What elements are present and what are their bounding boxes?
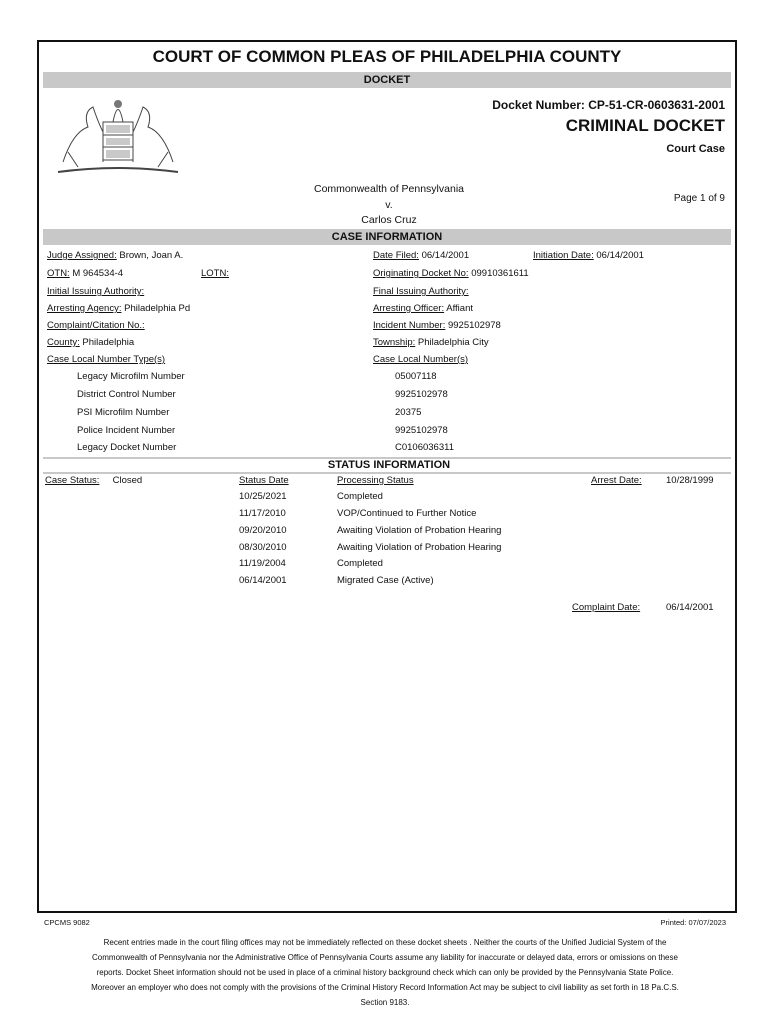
local-number-1: 9925102978 bbox=[395, 389, 448, 400]
local-type-0: Legacy Microfilm Number bbox=[77, 371, 185, 382]
final-issuing-authority: Final Issuing Authority: bbox=[373, 286, 469, 297]
printed-date: Printed: 07/07/2023 bbox=[660, 918, 726, 927]
complaint-citation: Complaint/Citation No.: bbox=[47, 320, 145, 331]
local-number-2: 20375 bbox=[395, 407, 422, 418]
complaint-date-label: Complaint Date: bbox=[572, 602, 641, 613]
originating-docket: Originating Docket No: 09910361611 bbox=[373, 268, 529, 279]
court-title: COURT OF COMMON PLEAS OF PHILADELPHIA COUNTY bbox=[152, 47, 622, 66]
status-row-5-date: 06/14/2001 bbox=[239, 575, 287, 586]
status-row-2-date: 09/20/2010 bbox=[239, 525, 287, 536]
case-local-type-header: Case Local Number Type(s) bbox=[47, 354, 166, 365]
defendant: Carlos Cruz bbox=[361, 214, 417, 226]
initial-issuing-authority: Initial Issuing Authority: bbox=[47, 286, 145, 297]
arresting-agency: Arresting Agency: Philadelphia Pd bbox=[47, 303, 191, 314]
status-divider-bottom bbox=[43, 472, 731, 474]
county: County: Philadelphia bbox=[47, 337, 135, 348]
docket-number: Docket Number: CP-51-CR-0603631-2001 bbox=[492, 98, 725, 112]
local-type-2: PSI Microfilm Number bbox=[77, 407, 170, 418]
pennsylvania-seal-icon bbox=[53, 92, 183, 180]
township: Township: Philadelphia City bbox=[373, 337, 489, 348]
status-row-1-status: VOP/Continued to Further Notice bbox=[337, 508, 477, 519]
docket-type: CRIMINAL DOCKET bbox=[565, 116, 725, 135]
versus: v. bbox=[385, 199, 393, 211]
local-type-3: Police Incident Number bbox=[77, 425, 176, 436]
local-type-1: District Control Number bbox=[77, 389, 176, 400]
arresting-officer: Arresting Officer: Affiant bbox=[373, 303, 473, 314]
case-information-bar: CASE INFORMATION bbox=[43, 229, 731, 245]
status-row-5-status: Migrated Case (Active) bbox=[337, 575, 434, 586]
complaint-date-value: 06/14/2001 bbox=[666, 602, 714, 613]
disclaimer: Recent entries made in the court filing offices may not be immediately reflected on these docket sheets . Neither the courts of the Unified Judicial System of the Commonwealth of Pennsylvania nor the Administrative Office of Pennsylvania Courts assume any liability for inaccurate or delayed data, errors or omissions on these reports. Docket Sheet information should not be used in place of a criminal history background check which can only be provided by the Pennsylvania State Police. Moreover an employer who does not comply with the provisions of the Criminal History Record Information Act may be subject to civil liability as set forth in 18 Pa.C.S. Section 9183. bbox=[91, 938, 679, 1007]
local-number-0: 05007118 bbox=[395, 371, 437, 382]
otn: OTN: M 964534-4 bbox=[47, 268, 124, 279]
plaintiff: Commonwealth of Pennsylvania bbox=[314, 183, 464, 195]
status-row-0-date: 10/25/2021 bbox=[239, 491, 287, 502]
incident-number: Incident Number: 9925102978 bbox=[373, 320, 501, 331]
form-id: CPCMS 9082 bbox=[44, 918, 90, 927]
status-row-3-status: Awaiting Violation of Probation Hearing bbox=[337, 542, 502, 553]
status-row-2-status: Awaiting Violation of Probation Hearing bbox=[337, 525, 502, 536]
status-information-heading: STATUS INFORMATION bbox=[327, 459, 451, 471]
docket-bar: DOCKET bbox=[43, 72, 731, 88]
local-type-4: Legacy Docket Number bbox=[77, 442, 177, 453]
lotn: LOTN: bbox=[201, 268, 229, 279]
status-row-0-status: Completed bbox=[337, 491, 383, 502]
docket-page bbox=[37, 40, 737, 913]
processing-status-header: Processing Status bbox=[337, 475, 414, 486]
case-local-number-header: Case Local Number(s) bbox=[373, 354, 469, 365]
case-status: Case Status: Closed bbox=[45, 475, 143, 486]
page-indicator: Page 1 of 9 bbox=[673, 193, 725, 204]
arrest-date-value: 10/28/1999 bbox=[666, 475, 714, 486]
arrest-date-label: Arrest Date: bbox=[591, 475, 642, 486]
local-number-3: 9925102978 bbox=[395, 425, 448, 436]
court-case-label: Court Case bbox=[666, 143, 725, 155]
status-row-4-date: 11/19/2004 bbox=[239, 558, 286, 569]
status-row-3-date: 08/30/2010 bbox=[239, 542, 287, 553]
judge-assigned: Judge Assigned: Brown, Joan A. bbox=[47, 250, 184, 261]
local-number-4: C0106036311 bbox=[395, 442, 454, 453]
status-date-header: Status Date bbox=[239, 475, 289, 486]
status-row-4-status: Completed bbox=[337, 558, 383, 569]
status-row-1-date: 11/17/2010 bbox=[239, 508, 286, 519]
initiation-date: Initiation Date: 06/14/2001 bbox=[533, 250, 644, 261]
date-filed: Date Filed: 06/14/2001 bbox=[373, 250, 470, 261]
